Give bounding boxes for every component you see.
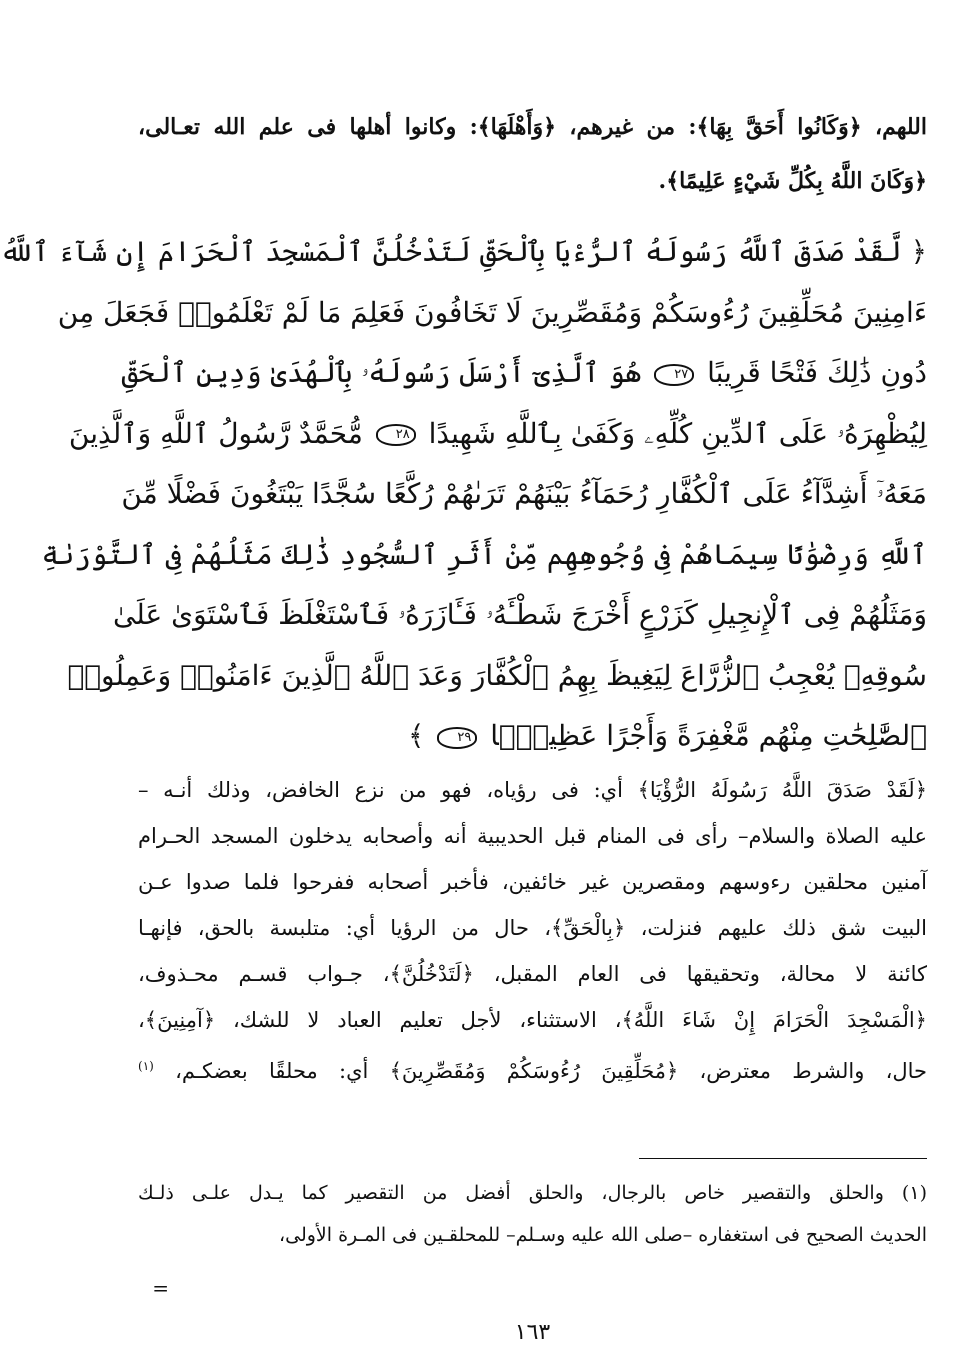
- quran-line: [68, 404, 927, 465]
- quran-line: [138, 706, 927, 767]
- ayah-number-marker: ٢٨: [376, 424, 416, 446]
- tafsir-segment: حال، والشرط معترض، ﴿مُحَلِّقِينَ رُءُوسَكُمْ وَمُقَصِّرِينَ﴾ أي: محلقًا بعضكـم،: [175, 1058, 927, 1083]
- quran-block: [0, 222, 927, 767]
- quran-segment: هُوَ ٱلَّذِىٓ أَرْسَلَ رَسُولَهُۥ بِٱلْهُدَىٰ وَدِينِ ٱلْحَقِّ: [121, 356, 642, 389]
- intro-line: اللهم، ﴿وَكَانُوا أَحَقَّ بِهَا﴾: من غيرهم، ﴿وَأَهْلَهَا﴾: وكانوا أهلها فى علم الله تعـالى،: [138, 114, 927, 140]
- quran-segment: لِيُظْهِرَهُۥ عَلَى ٱلدِّينِ كُلِّهِۦ وَكَفَىٰ بِٱللَّهِ شَهِيدًا: [428, 416, 927, 450]
- tafsir-line: كائنة لا محالة، وتحقيقها فى العام المقبل، ﴿لَتَدْخُلُنَّ﴾، جـواب قسـم محـذوف،: [138, 961, 927, 986]
- footnote-line: (١) والحلق والتقصير خاص بالرجال، والحلق أفضل من التقصير كما يـدل علـى ذلـك: [138, 1182, 927, 1204]
- footnote-line: الحديث الصحيح فى استغفاره –صلى الله عليه وسـلم– للمحلقـين فى المـرة الأولى،: [278, 1224, 927, 1246]
- quran-line: وَمَثَلُهُمْ فِى ٱلْإِنجِيلِ كَزَرْعٍ أَخْرَجَ شَطْـَٔهُۥ فَـَٔازَرَهُۥ فَٱسْتَغْلَظَ فَٱسْتَوَىٰ عَلَىٰ: [112, 598, 927, 631]
- tafsir-line: [138, 1043, 927, 1094]
- quran-closing-bracket: ﴾: [408, 719, 425, 752]
- footnote-reference[interactable]: (١): [138, 1058, 154, 1073]
- tafsir-paragraph: [138, 767, 927, 1094]
- tafsir-line: ﴿لَقَدْ صَدَقَ اللَّهُ رَسُولَهُ الرُّؤْيَا﴾ أي: فى رؤياه، فهو من نزع الخافض، وذلك أنـه –: [138, 777, 927, 802]
- quran-line: ﴿ لَّقَدْ صَدَقَ ٱللَّهُ رَسُولَهُ ٱلرُّءْيَا بِٱلْحَقِّ لَتَدْخُلُنَّ ٱلْمَسْجِدَ ٱلْحَرَامَ إِن شَآءَ ٱللَّهُ: [0, 235, 927, 268]
- quran-segment: ٱلصَّٰلِحَٰتِ مِنْهُم مَّغْفِرَةً وَأَجْرًا عَظِيمًۢا: [490, 719, 927, 752]
- quran-line: سُوقِهِۦ يُعْجِبُ ٱلزُّرَّاعَ لِيَغِيظَ بِهِمُ ٱلْكُفَّارَ وَعَدَ ٱللَّهُ ٱلَّذِينَ ءَامَنُوا۟ وَعَمِلُوا۟: [67, 658, 927, 692]
- footnote-divider: [639, 1158, 927, 1159]
- ayah-number-marker: ٢٧: [654, 364, 694, 386]
- ayah-number-marker: ٢٩: [437, 727, 477, 749]
- quran-segment: دُونِ ذَٰلِكَ فَتْحًا قَرِيبًا: [707, 356, 927, 389]
- tafsir-line: آمنين محلقين رءوسهم ومقصرين غير خائفين، فأخبر أصحابه ففرحوا فلما صدوا عـن: [138, 869, 927, 894]
- footnotes: [138, 1172, 927, 1256]
- intro-paragraph: [138, 100, 927, 208]
- quran-line: [121, 343, 927, 404]
- page-number: ١٦٣: [514, 1320, 551, 1345]
- quran-line: مَعَهُۥٓ أَشِدَّآءُ عَلَى ٱلْكُفَّارِ رُحَمَآءُ بَيْنَهُمْ تَرَىٰهُمْ رُكَّعًا سُجَّدًا يَبْتَغُونَ فَضْلًا مِّنَ: [121, 477, 927, 510]
- intro-line: ﴿وَكَانَ اللَّهُ بِكُلِّ شَيْءٍ عَلِيمًا﴾.: [658, 168, 927, 194]
- quran-line: ٱللَّهِ وَرِضْوَٰنًا سِيمَاهُمْ فِى وُجُوهِهِم مِّنْ أَثَرِ ٱلسُّجُودِ ذَٰلِكَ مَثَلُهُمْ فِى ٱلتَّوْرَىٰةِ: [41, 537, 927, 571]
- continuation-mark: =: [152, 1276, 169, 1300]
- tafsir-line: عليه الصلاة والسلام– رأى فى المنام قبل الحديبية أنه وأصحابه يدخلون المسجد الحـرام: [138, 823, 927, 848]
- tafsir-line: البيت شق ذلك عليهم فنزلت، ﴿بِالْحَقِّ﴾، حال من الرؤيا أي: متلبسة بالحق، فإنهـا: [138, 915, 927, 940]
- tafsir-line: ﴿الْمَسْجِدَ الْحَرَامَ إِنْ شَاءَ اللَّهُ﴾، الاستثناء، لأجل تعليم العباد لا للشك، ﴿آمِنِينَ﴾،: [138, 1007, 927, 1032]
- quran-segment: مُّحَمَّدٌ رَّسُولُ ٱللَّهِ وَٱلَّذِينَ: [68, 416, 363, 450]
- quran-line: ءَامِنِينَ مُحَلِّقِينَ رُءُوسَكُمْ وَمُقَصِّرِينَ لَا تَخَافُونَ فَعَلِمَ مَا لَمْ تَعْلَمُوا۟ فَجَعَلَ مِن: [57, 295, 927, 329]
